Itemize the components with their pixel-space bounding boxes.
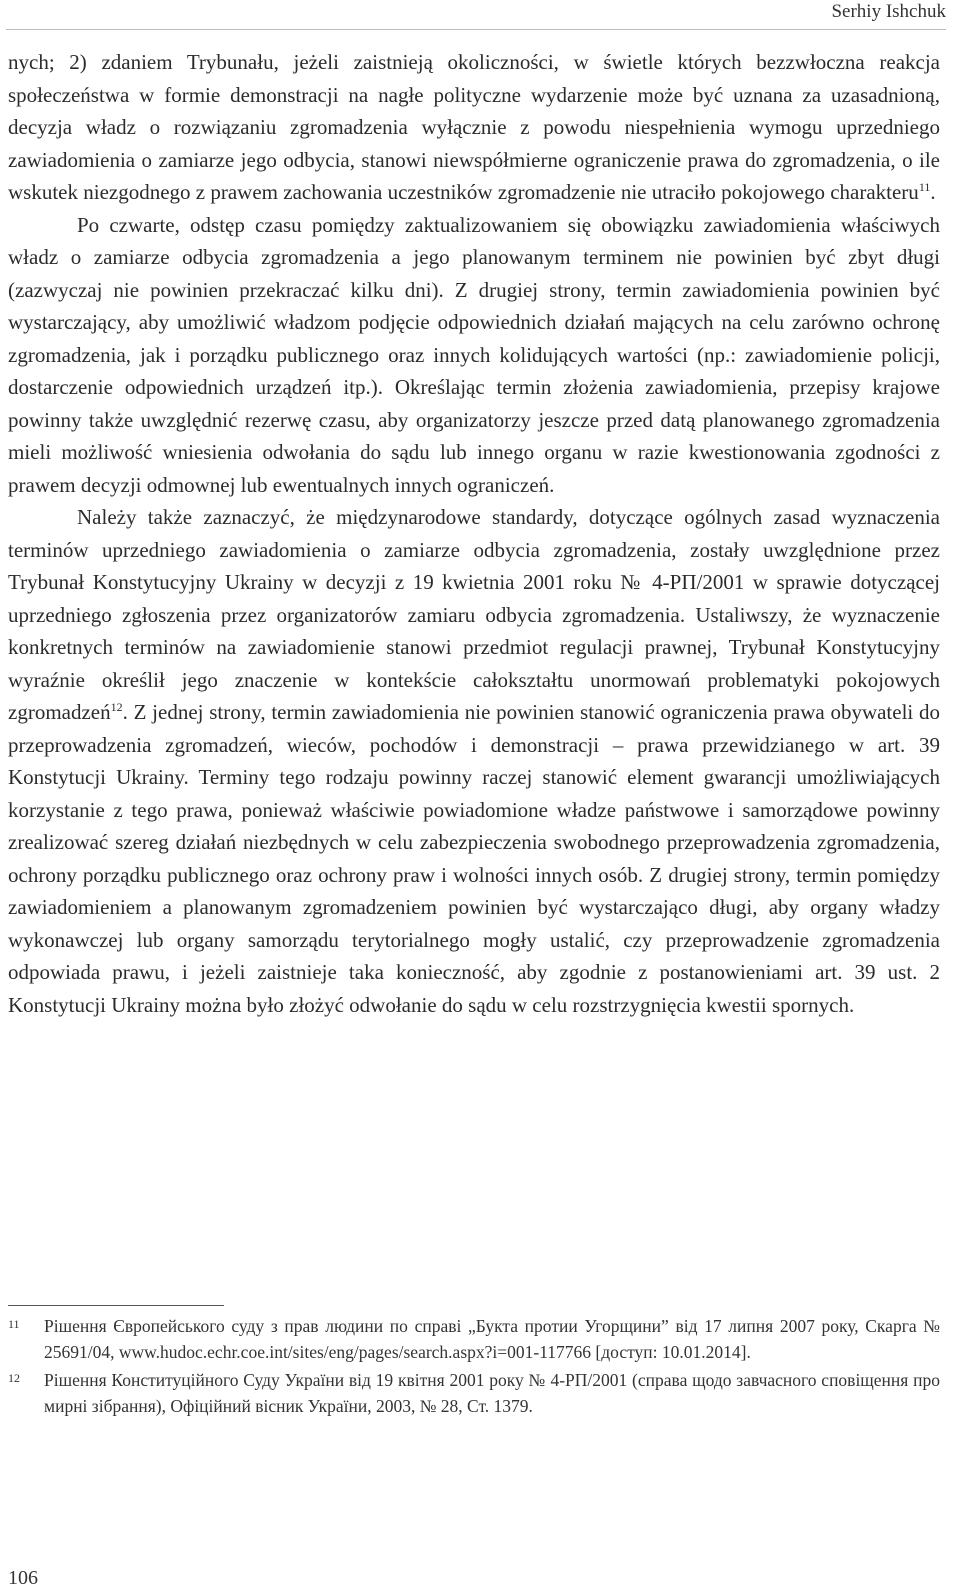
paragraph-3 <box>8 501 940 1021</box>
footnote-text: Рішення Конституційного Суду України від 19 квітня 2001 року № 4-РП/2001 (справа щодо завчасного сповіщення про мирні зібрання), Офіційний вісник України, 2003, № 28, Ст. 1379. <box>44 1370 940 1416</box>
paragraph-text: nych; 2) zdaniem Trybunału, jeżeli zaistnieją okoliczności, w świetle których bezzwłoczna reakcja społeczeństwa w formie demonstracji na nagłe polityczne wydarzenie może być uznana za uzasadnioną, decyzja władz o rozwiązaniu zgromadzenia wyłącznie z powodu niespełnienia wymogu uprzedniego zawiadomienia o zamiarze jego odbycia, stanowi niewspółmierne ograniczenie prawa do zgromadzenia, o ile wskutek niezgodnego z prawem zachowania uczestników zgromadzenie nie utraciło pokojowego charakteru <box>8 50 940 204</box>
page-number: 106 <box>8 1567 38 1589</box>
paragraph-text: Należy także zaznaczyć, że międzynarodowe standardy, dotyczące ogólnych zasad wyznaczenia terminów uprzedniego zawiadomienia o zamiarze odbycia zgromadzenia, zostały uwzględnione przez Trybunał Konstytucyjny Ukrainy w decyzji z 19 kwietnia 2001 roku № 4-РП/2001 w sprawie dotyczącej uprzedniego zgłoszenia przez organizatorów zamiaru odbycia zgromadzenia. Ustaliwszy, że wyznaczenie konkretnych terminów na zawiadomienie stanowi przedmiot regulacji prawnej, Trybunał Konstytucyjny wyraźnie określił jego znaczenie w kontekście całokształtu unormowań problematyki pokojowych zgromadzeń <box>8 505 940 724</box>
footnote-11 <box>8 1313 940 1365</box>
running-head: Serhiy Ishchuk <box>831 1 946 22</box>
paragraph-text: Po czwarte, odstęp czasu pomiędzy zaktualizowaniem się obowiązku zawiadomienia właściwych władz o zamiarze odbycia zgromadzenia a jego planowanym terminem nie powinien być zbyt długi (zazwyczaj nie powinien przekraczać kilku dni). Z drugiej strony, termin zawiadomienia powinien być wystarczający, aby umożliwić władzom podjęcie odpowiednich działań mających na celu zarówno ochronę zgromadzenia, jak i porządku publicznego oraz innych kolidujących wartości (np.: zawiadomienie policji, dostarczenie odpowiednich urządzeń itp.). Określając termin złożenia zawiadomienia, przepisy krajowe powinny także uwzględnić rezerwę czasu, aby organizatorzy jeszcze przed datą planowanego zgromadzenia mieli możliwość wniesienia odwołania do sądu lub innego organu w razie kwestionowania zgodności z prawem decyzji odmownej lub ewentualnych innych ograniczeń. <box>8 212 940 497</box>
header-divider <box>6 29 946 30</box>
footnote-divider <box>8 1305 224 1306</box>
paragraph-1 <box>8 46 940 209</box>
footnote-12 <box>8 1367 940 1419</box>
paragraph-tail: . Z jednej strony, termin zawiadomienia nie powinien stanowić ograniczenia prawa obywateli do przeprowadzenia zgromadzeń, wieców, pochodów i demonstracji – prawa przewidzianego w art. 39 Konstytucji Ukrainy. Terminy tego rodzaju powinny raczej stanowić element gwarancji umożliwiających korzystanie z tego prawa, ponieważ właściwie powiadomione władze państwowe i samorządowe powinny zrealizować szereg działań niezbędnych w celu zabezpieczenia swobodnego przeprowadzenia zgromadzenia, ochrony porządku publicznego oraz ochrony praw i wolności innych osób. Z drugiej strony, termin pomiędzy zawiadomieniem a planowanym zgromadzeniem powinien być wystarczająco długi, aby organy władzy wykonawczej lub organy samorządu terytorialnego mogły ustalić, czy przeprowadzenie zgromadzenia odpowiada prawu, i jeżeli zaistnieje taka konieczność, aby zgodnie z postanowieniami art. 39 ust. 2 Konstytucji Ukrainy można było złożyć odwołanie do sądu w celu rozstrzygnięcia kwestii spornych. <box>8 700 940 1017</box>
footnote-number: 12 <box>8 1371 20 1385</box>
paragraph-2 <box>8 209 940 502</box>
footnotes <box>8 1313 940 1421</box>
main-text <box>8 46 940 1021</box>
footnote-text: Рішення Європейського суду з прав людини по справі „Букта протии Угорщини” від 17 липня 2007 року, Скарга № 25691/04, www.hudoc.echr.coe.int/sites/eng/pages/search.aspx?i=001-117766 [доступ: 10.01.2014]. <box>44 1316 940 1362</box>
footnote-ref-11[interactable]: 11 <box>918 180 931 194</box>
footnote-ref-12[interactable]: 12 <box>110 700 123 714</box>
footnote-number: 11 <box>8 1317 20 1331</box>
paragraph-tail: . <box>930 180 936 204</box>
